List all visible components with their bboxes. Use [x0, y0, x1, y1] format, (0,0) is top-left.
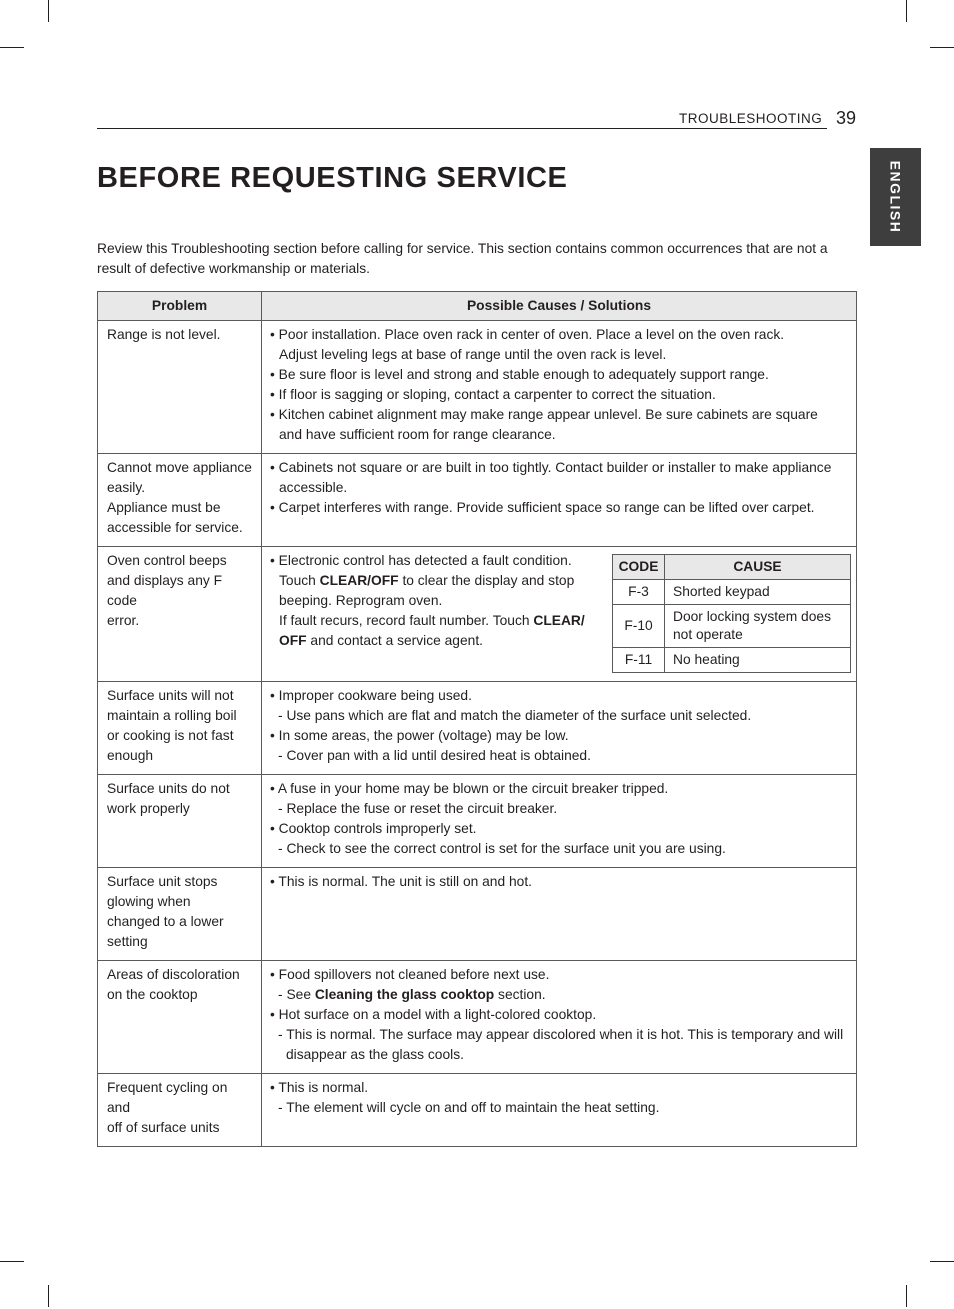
- cause-text: Adjust leveling legs at base of range until the oven rack is level.: [279, 347, 667, 362]
- causes-cell: [262, 775, 857, 868]
- table-row: [98, 547, 857, 682]
- intro-line: result of defective workmanship or materials.: [97, 261, 370, 276]
- crop-mark: [0, 47, 24, 48]
- crop-mark: [930, 1261, 954, 1262]
- problem-text: error.: [107, 613, 140, 628]
- cause-bullet: • Food spillovers not cleaned before next use.: [270, 967, 550, 982]
- cause-continuation: [270, 571, 604, 591]
- cause-text: Electronic control has detected a fault condition.: [278, 553, 572, 568]
- solution-item: - Check to see the correct control is set for the surface unit you are using.: [278, 841, 726, 856]
- cause-text: Replace the fuse or reset the circuit breaker.: [286, 801, 558, 816]
- cause-text: This is normal. The surface may appear discolored when it is hot. This is temporary and will: [286, 1027, 844, 1042]
- causes-cell: [262, 454, 857, 547]
- emphasis-text: OFF: [279, 633, 307, 648]
- fault-code: F-3: [613, 580, 665, 605]
- table-row: [98, 868, 857, 961]
- language-tab-label: ENGLISH: [887, 160, 904, 234]
- cause-text: section.: [494, 987, 546, 1002]
- problem-text: Appliance must be: [107, 500, 221, 515]
- cause-text: A fuse in your home may be blown or the circuit breaker tripped.: [277, 781, 669, 796]
- cause-text: If floor is sagging or sloping, contact a carpenter to correct the situation.: [278, 387, 716, 402]
- cause-bullet: • In some areas, the power (voltage) may be low.: [270, 728, 569, 743]
- cause-continuation: [270, 478, 850, 498]
- problem-text: on the cooktop: [107, 987, 198, 1002]
- problem-text: changed to a lower: [107, 914, 224, 929]
- code-table-row: [613, 580, 851, 605]
- cause-bullet: • Hot surface on a model with a light-colored cooktop.: [270, 1007, 597, 1022]
- intro-text: [97, 239, 857, 279]
- cause-text: accessible.: [279, 480, 348, 495]
- fault-code-table: [612, 554, 851, 673]
- cause-text: disappear as the glass cools.: [286, 1047, 464, 1062]
- language-tab: [870, 148, 921, 246]
- solution-item: - See Cleaning the glass cooktop section.: [278, 987, 546, 1002]
- problem-text: Range is not level.: [107, 327, 221, 342]
- fault-code-section: [270, 551, 850, 673]
- problem-text: accessible for service.: [107, 520, 243, 535]
- problem-text: Oven control beeps: [107, 553, 227, 568]
- cause-continuation: [270, 611, 604, 631]
- cause-text: In some areas, the power (voltage) may be low.: [278, 728, 569, 743]
- cause-text: Use pans which are flat and match the diameter of the surface unit selected.: [286, 708, 752, 723]
- table-row: [98, 1074, 857, 1147]
- page-title: BEFORE REQUESTING SERVICE: [97, 162, 568, 194]
- cause-bullet: • A fuse in your home may be blown or the circuit breaker tripped.: [270, 781, 669, 796]
- cause-bullet: • This is normal.: [270, 1080, 369, 1095]
- causes-column-header: Possible Causes / Solutions: [262, 292, 857, 321]
- table-row: [98, 682, 857, 775]
- fault-cause: Shorted keypad: [665, 580, 851, 605]
- problem-column-header: Problem: [98, 292, 262, 321]
- problem-cell: [98, 775, 262, 868]
- solution-item: - Cover pan with a lid until desired heat is obtained.: [278, 748, 591, 763]
- header-rule: [97, 128, 827, 129]
- causes-cell: [262, 547, 857, 682]
- problem-cell: [98, 961, 262, 1074]
- cause-continuation: [270, 425, 850, 445]
- cause-continuation: [270, 631, 604, 651]
- cause-text: Kitchen cabinet alignment may make range appear unlevel. Be sure cabinets are square: [278, 407, 818, 422]
- cause-text: Poor installation. Place oven rack in center of oven. Place a level on the oven rack.: [278, 327, 785, 342]
- cause-bullet: • Kitchen cabinet alignment may make range appear unlevel. Be sure cabinets are square: [270, 407, 818, 422]
- table-row: [98, 961, 857, 1074]
- causes-cell: [262, 321, 857, 454]
- problem-cell: [98, 868, 262, 961]
- code-table-row: [613, 605, 851, 648]
- cause-bullet: • Cabinets not square or are built in too tightly. Contact builder or installer to make appliance: [270, 460, 832, 475]
- emphasis-text: CLEAR/: [533, 613, 585, 628]
- problem-text: enough: [107, 748, 154, 763]
- troubleshooting-table: [97, 291, 857, 1147]
- problem-text: off of surface units: [107, 1120, 220, 1135]
- cause-continuation: [270, 591, 604, 611]
- cause-text: Improper cookware being used.: [278, 688, 472, 703]
- solution-item: - This is normal. The surface may appear discolored when it is hot. This is temporary and will: [278, 1027, 844, 1042]
- fault-cause: Door locking system does not operate: [665, 605, 851, 648]
- table-row: [98, 454, 857, 547]
- code-column-header: CODE: [613, 555, 665, 580]
- problem-text: Surface units do not: [107, 781, 230, 796]
- cause-column-header: CAUSE: [665, 555, 851, 580]
- cause-text: to clear the display and stop: [398, 573, 575, 588]
- section-label: TROUBLESHOOTING: [679, 111, 823, 126]
- table-row: [98, 775, 857, 868]
- problem-text: setting: [107, 934, 148, 949]
- cause-text: See: [286, 987, 315, 1002]
- problem-text: Areas of discoloration: [107, 967, 240, 982]
- crop-mark: [906, 1285, 907, 1307]
- crop-mark: [0, 1261, 24, 1262]
- problem-text: Surface unit stops: [107, 874, 218, 889]
- solution-item: - Replace the fuse or reset the circuit breaker.: [278, 801, 558, 816]
- problem-text: or cooking is not fast: [107, 728, 234, 743]
- code-table-header-row: [613, 555, 851, 580]
- causes-cell: [262, 868, 857, 961]
- causes-cell: [262, 682, 857, 775]
- fault-code: F-11: [613, 648, 665, 673]
- table-row: [98, 321, 857, 454]
- crop-mark: [48, 1285, 49, 1307]
- solution-continuation: [270, 1045, 850, 1065]
- fault-code: F-10: [613, 605, 665, 648]
- causes-cell: [262, 1074, 857, 1147]
- solution-item: - The element will cycle on and off to maintain the heat setting.: [278, 1100, 660, 1115]
- problem-cell: [98, 1074, 262, 1147]
- problem-text: and displays any F code: [107, 573, 223, 608]
- cause-text: and contact a service agent.: [306, 633, 483, 648]
- problem-text: glowing when: [107, 894, 191, 909]
- causes-cell: [262, 961, 857, 1074]
- cause-continuation: [270, 345, 850, 365]
- table-header-row: [98, 292, 857, 321]
- table-body: [98, 321, 857, 1147]
- cause-text: The element will cycle on and off to maintain the heat setting.: [286, 1100, 660, 1115]
- problem-text: maintain a rolling boil: [107, 708, 237, 723]
- fault-instructions: [270, 551, 604, 651]
- problem-text: Surface units will not: [107, 688, 234, 703]
- cause-text: Carpet interferes with range. Provide sufficient space so range can be lifted over carpet.: [278, 500, 815, 515]
- cause-bullet: • Be sure floor is level and strong and stable enough to adequately support range.: [270, 367, 769, 382]
- cause-text: Cabinets not square or are built in too tightly. Contact builder or installer to make appliance: [278, 460, 832, 475]
- cause-text: Cover pan with a lid until desired heat is obtained.: [286, 748, 591, 763]
- problem-cell: [98, 682, 262, 775]
- problem-text: easily.: [107, 480, 146, 495]
- page-number: 39: [836, 108, 857, 128]
- cause-text: Food spillovers not cleaned before next use.: [278, 967, 550, 982]
- crop-mark: [930, 47, 954, 48]
- problem-text: Frequent cycling on and: [107, 1080, 228, 1115]
- code-table-row: [613, 648, 851, 673]
- intro-line: Review this Troubleshooting section before calling for service. This section contains common occurrences that are not a: [97, 241, 828, 256]
- cause-text: Touch: [279, 573, 320, 588]
- cause-bullet: • Carpet interferes with range. Provide sufficient space so range can be lifted over carpet.: [270, 500, 815, 515]
- fault-cause: No heating: [665, 648, 851, 673]
- cause-text: Hot surface on a model with a light-colored cooktop.: [278, 1007, 597, 1022]
- cause-bullet: • Poor installation. Place oven rack in center of oven. Place a level on the oven rack.: [270, 327, 785, 342]
- cause-bullet: • Cooktop controls improperly set.: [270, 821, 477, 836]
- cause-text: beeping. Reprogram oven.: [279, 593, 443, 608]
- cause-bullet: • Improper cookware being used.: [270, 688, 472, 703]
- emphasis-text: Cleaning the glass cooktop: [314, 987, 495, 1002]
- cause-text: This is normal.: [278, 1080, 369, 1095]
- cause-text: and have sufficient room for range clearance.: [279, 427, 556, 442]
- solution-item: - Use pans which are flat and match the diameter of the surface unit selected.: [278, 708, 752, 723]
- cause-text: Check to see the correct control is set for the surface unit you are using.: [286, 841, 726, 856]
- cause-bullet: • This is normal. The unit is still on and hot.: [270, 874, 532, 889]
- cause-text: This is normal. The unit is still on and hot.: [278, 874, 532, 889]
- cause-bullet: • Electronic control has detected a fault condition.: [270, 553, 572, 568]
- cause-bullet: • If floor is sagging or sloping, contact a carpenter to correct the situation.: [270, 387, 716, 402]
- problem-cell: [98, 321, 262, 454]
- problem-cell: [98, 547, 262, 682]
- problem-cell: [98, 454, 262, 547]
- crop-mark: [906, 0, 907, 22]
- problem-text: Cannot move appliance: [107, 460, 252, 475]
- cause-text: Be sure floor is level and strong and stable enough to adequately support range.: [278, 367, 769, 382]
- crop-mark: [48, 0, 49, 22]
- cause-text: If fault recurs, record fault number. Touch: [279, 613, 534, 628]
- emphasis-text: CLEAR/OFF: [319, 573, 399, 588]
- problem-text: work properly: [107, 801, 190, 816]
- cause-text: Cooktop controls improperly set.: [278, 821, 477, 836]
